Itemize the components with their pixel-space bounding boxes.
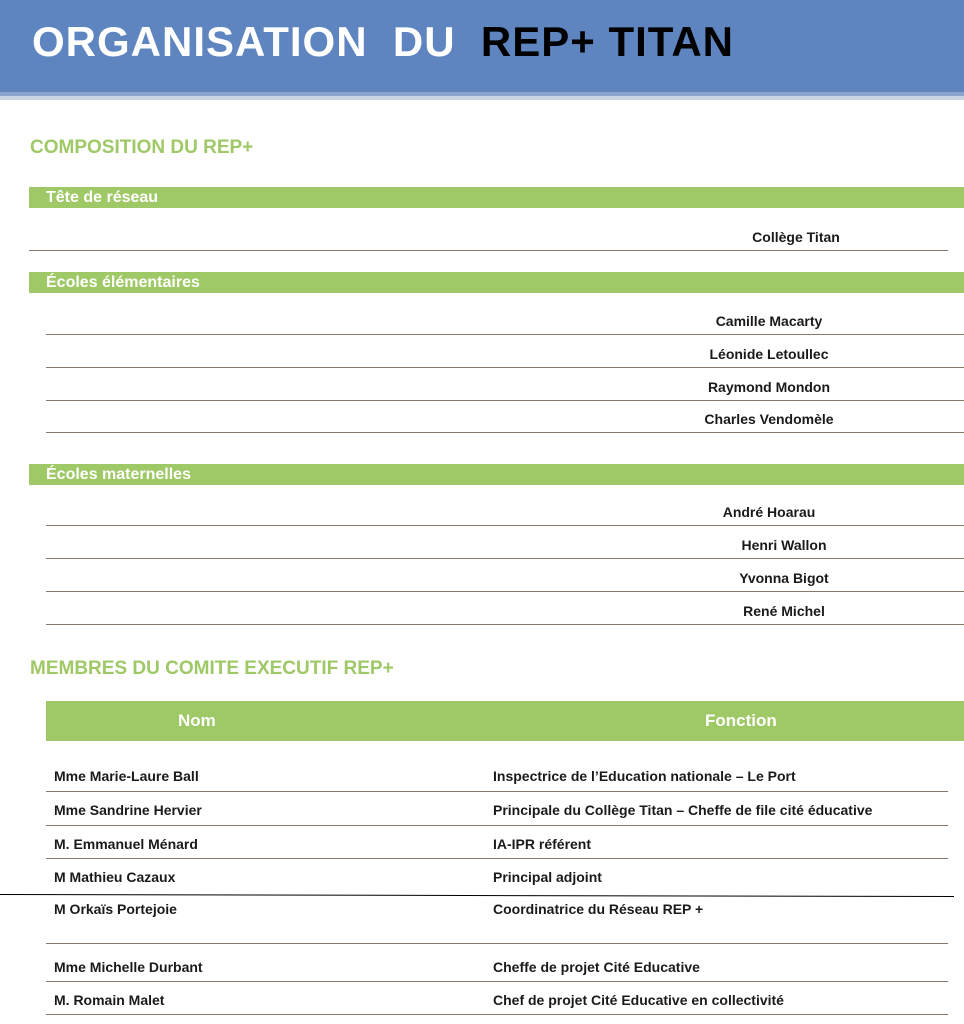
column-header-fonction: Fonction	[705, 711, 777, 730]
table-row	[46, 959, 948, 982]
school-name: René Michel	[743, 603, 825, 619]
list-item	[29, 218, 948, 251]
member-function: Chef de projet Cité Educative en collectivité	[493, 992, 784, 1008]
member-function: Coordinatrice du Réseau REP +	[493, 901, 704, 917]
column-header-nom: Nom	[178, 711, 216, 730]
banner-rule-light	[0, 96, 964, 100]
school-name: Collège Titan	[752, 229, 840, 245]
list-item	[46, 302, 964, 335]
row-divider	[0, 894, 954, 897]
table-row	[46, 901, 948, 944]
school-name: Yvonna Bigot	[739, 570, 829, 586]
ecoles-maternelles-label: Écoles maternelles	[46, 466, 191, 483]
tete-de-reseau-bar	[29, 187, 964, 208]
member-function: Cheffe de projet Cité Educative	[493, 959, 700, 975]
school-name: André Hoarau	[722, 504, 816, 520]
page-title	[32, 16, 734, 68]
member-name: M Mathieu Cazaux	[54, 869, 176, 885]
member-name: M. Romain Malet	[54, 992, 165, 1008]
list-item	[46, 559, 964, 592]
list-item	[46, 526, 964, 559]
member-function: Inspectrice de l’Education nationale – Le Port	[493, 768, 796, 784]
school-name: Camille Macarty	[715, 313, 823, 329]
ecoles-elementaires-bar	[29, 272, 964, 293]
member-function: IA-IPR référent	[493, 836, 592, 852]
page-title-prefix: ORGANISATION DU	[32, 18, 456, 65]
comite-heading: MEMBRES DU COMITE EXECUTIF REP+	[30, 658, 394, 679]
table-row	[46, 992, 948, 1015]
table-row	[46, 768, 948, 792]
ecoles-elementaires-label: Écoles élémentaires	[46, 274, 200, 291]
school-name: Léonide Letoullec	[709, 346, 829, 362]
member-function: Principale du Collège Titan – Cheffe de file cité éducative	[493, 802, 873, 818]
composition-heading: COMPOSITION DU REP+	[30, 137, 254, 158]
table-header	[46, 701, 964, 741]
list-item	[46, 400, 964, 433]
tete-de-reseau-label: Tête de réseau	[46, 189, 159, 206]
list-item	[46, 493, 964, 526]
school-name: Charles Vendomèle	[704, 411, 834, 427]
member-name: M Orkaïs Portejoie	[54, 901, 177, 917]
school-name: Raymond Mondon	[707, 379, 831, 395]
school-name: Henri Wallon	[741, 537, 827, 553]
member-name: M. Emmanuel Ménard	[54, 836, 198, 852]
member-name: Mme Sandrine Hervier	[54, 802, 202, 818]
member-function: Principal adjoint	[493, 869, 602, 885]
list-item	[46, 592, 964, 625]
table-row	[46, 802, 948, 826]
table-row	[46, 869, 948, 891]
member-name: Mme Marie-Laure Ball	[54, 768, 199, 784]
page-title-suffix: REP+ TITAN	[480, 18, 734, 65]
list-item	[46, 368, 964, 401]
member-name: Mme Michelle Durbant	[54, 959, 203, 975]
table-row	[46, 836, 948, 859]
ecoles-maternelles-bar	[29, 464, 964, 485]
list-item	[46, 335, 964, 368]
